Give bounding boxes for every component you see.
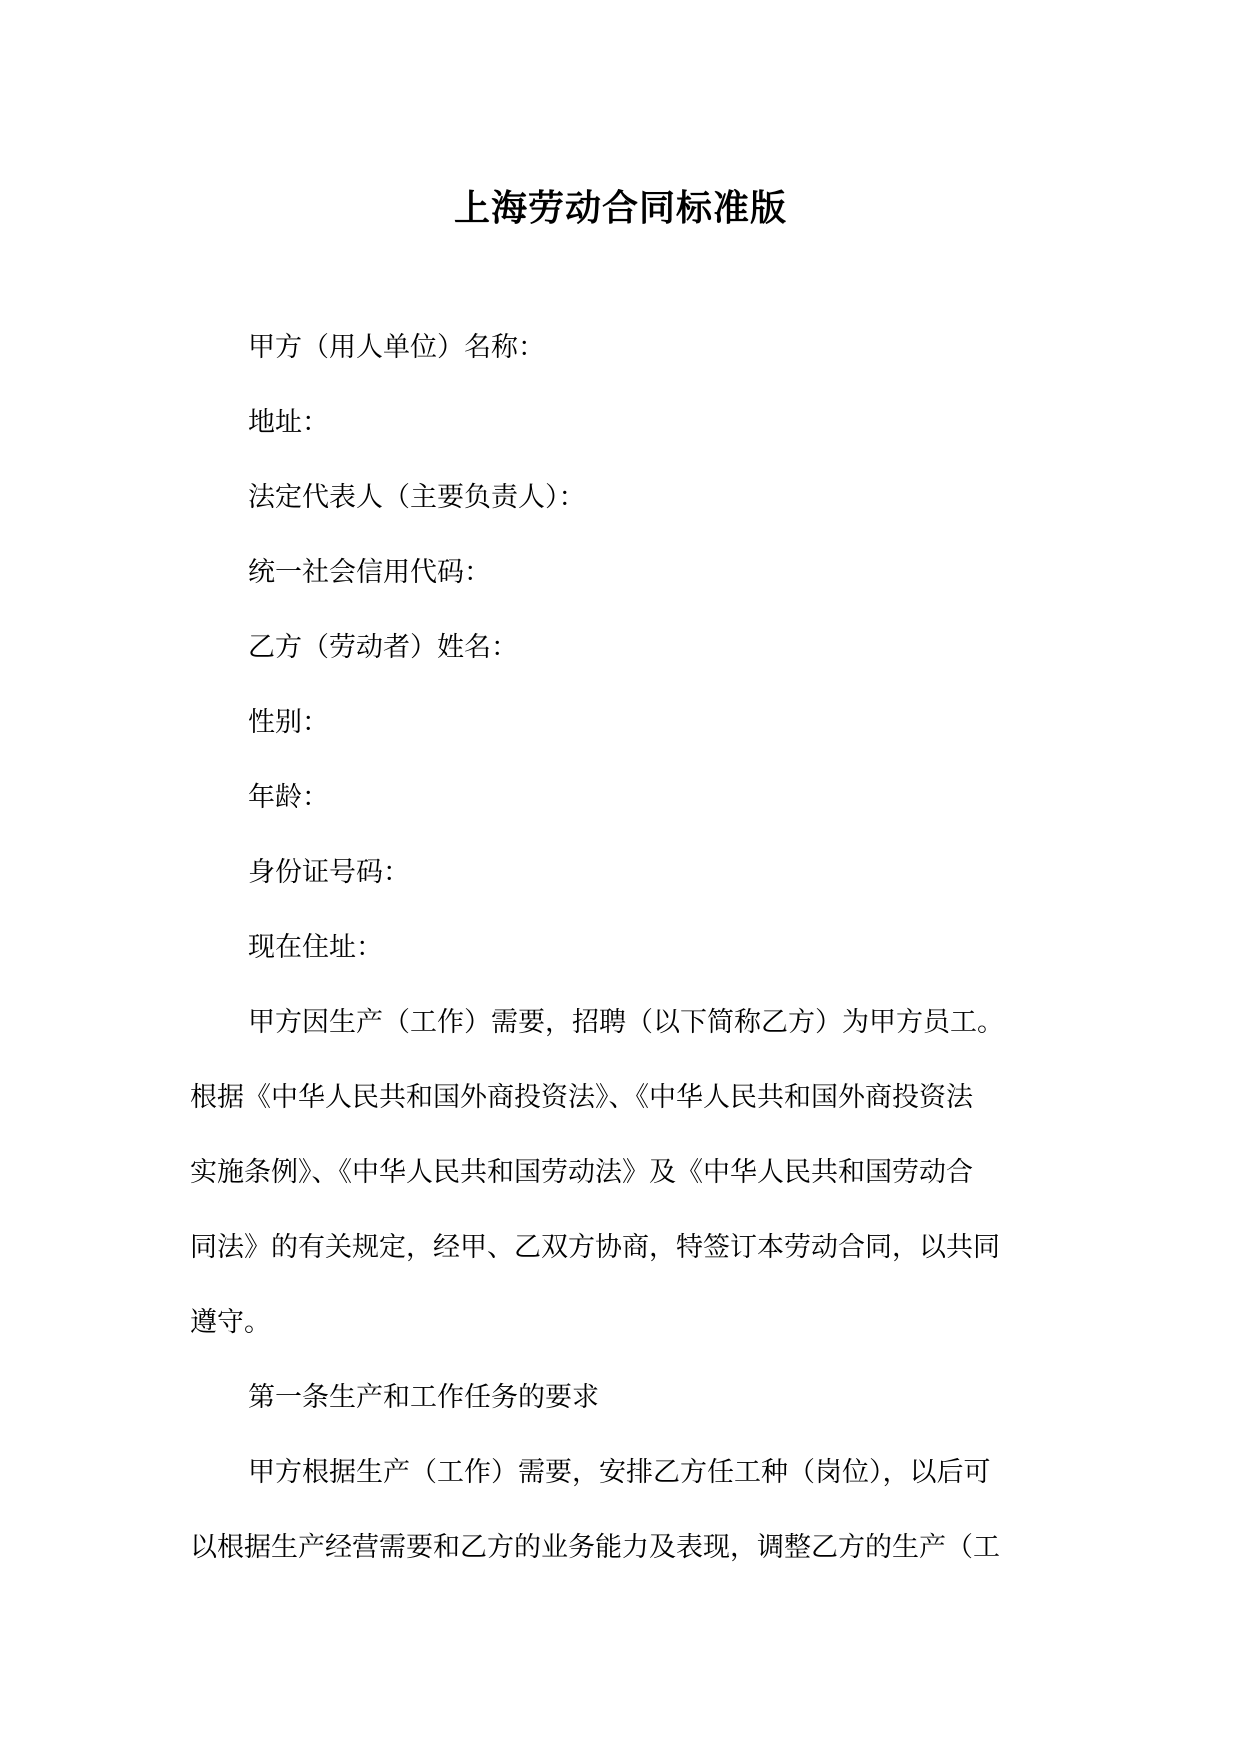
document-title: 上海劳动合同标准版 (453, 187, 787, 229)
intro-line: 甲方因生产（工作）需要，招聘（以下简称乙方）为甲方员工。 (248, 1007, 1004, 1038)
field-party-b-name: 乙方（劳动者）姓名： (248, 632, 518, 663)
field-party-a-name: 甲方（用人单位）名称： (248, 332, 545, 363)
field-gender: 性别： (248, 707, 329, 738)
field-id-number: 身份证号码： (248, 857, 410, 888)
field-address: 地址： (248, 407, 329, 438)
field-age: 年龄： (248, 782, 329, 813)
intro-line: 根据《中华人民共和国外商投资法》、《中华人民共和国外商投资法 (190, 1082, 973, 1113)
intro-line: 实施条例》、《中华人民共和国劳动法》及《中华人民共和国劳动合 (190, 1157, 973, 1188)
field-legal-representative: 法定代表人（主要负责人）： (248, 482, 586, 513)
article-1-paragraph (190, 1435, 1070, 1585)
document-body (190, 310, 1070, 1585)
intro-paragraph (190, 985, 1070, 1360)
article-1-line: 甲方根据生产（工作）需要，安排乙方任工种（岗位），以后可 (248, 1457, 991, 1488)
intro-line: 同法》的有关规定，经甲、乙双方协商，特签订本劳动合同，以共同 (190, 1232, 1000, 1263)
intro-line: 遵守。 (190, 1307, 271, 1338)
article-1-line: 以根据生产经营需要和乙方的业务能力及表现，调整乙方的生产（工 (190, 1532, 1000, 1563)
article-1-heading: 第一条生产和工作任务的要求 (248, 1382, 599, 1413)
field-credit-code: 统一社会信用代码： (248, 557, 491, 588)
field-current-address: 现在住址： (248, 932, 383, 963)
